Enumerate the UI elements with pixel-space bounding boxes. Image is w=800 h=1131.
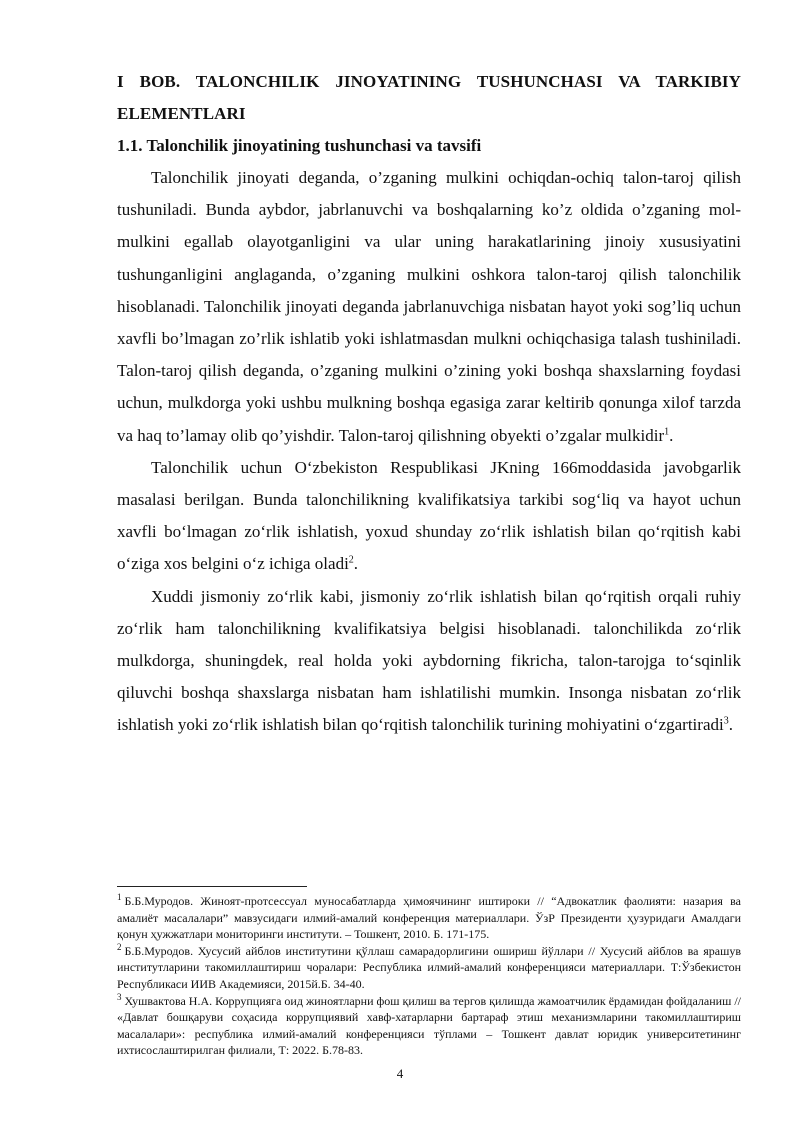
footnote-ref: 1 bbox=[664, 425, 670, 437]
footnote-separator bbox=[117, 886, 307, 887]
document-body bbox=[117, 66, 741, 742]
footnote-mark: 3 bbox=[117, 991, 122, 1002]
paragraph bbox=[117, 452, 741, 581]
chapter-title: I BOB. TALONCHILIK JINOYATINING TUSHUNCHASI VA TARKIBIY ELEMENTLARI bbox=[117, 72, 741, 123]
paragraph bbox=[117, 162, 741, 452]
footnote bbox=[117, 943, 741, 993]
paragraph-tail: . bbox=[728, 715, 733, 735]
paragraph-text: Talonchilik uchun O‘zbekiston Respublikasi JKning 166moddasida javobgarlik masalasi berilgan. Bunda talonchilikning kvalifikatsiya tarkibi sog‘liq va hayot uchun xavfli bo‘lmagan zo‘rlik ishlatish, yoxud shunday zo‘rlik ishlatish bilan qo‘rqitish kabi o‘ziga xos belgini o‘z ichiga oladi bbox=[117, 457, 741, 574]
footnote-ref: 3 bbox=[723, 715, 729, 727]
page-number: 4 bbox=[396, 1066, 404, 1081]
paragraph bbox=[117, 581, 741, 742]
footnotes bbox=[117, 893, 741, 1059]
footnote-mark: 1 bbox=[117, 892, 122, 902]
footnote-ref: 2 bbox=[348, 554, 354, 566]
paragraph-text: Xuddi jismoniy zo‘rlik kabi, jismoniy zo‘rlik ishlatish bilan qo‘rqitish orqali ruhiy zo‘rlik ham talonchilikning kvalifikatsiya belgisi hisoblanadi. talonchilikda zo‘rlik mulkdorga, shuningdek, real holda yoki aybdorning fikricha, talon-tarojga to‘sqinlik qiluvchi boshqa shaxslarga nisbatan ham ishlatilishi mumkin. Insonga nisbatan zo‘rlik ishlatish yoki zo‘rlik ishlatish bilan qo‘rqitish talonchilik turining mohiyatini o‘zgartiradi bbox=[117, 586, 741, 735]
footnote bbox=[117, 993, 741, 1059]
paragraph-tail: . bbox=[669, 425, 674, 445]
paragraph-text: Talonchilik jinoyati deganda, o’zganing mulkini ochiqdan-ochiq talon-taroj qilish tushuniladi. Bunda aybdor, jabrlanuvchi va boshqalarning ko’z oldida o’zganing mol-mulkini egallab olayotganligini va ular uning harakatlarining jinoiy xususiyatini tushunganligini anglaganda, o’zganing mulkini oshkora talon-taroj qilish talonchilik hisoblanadi. Talonchilik jinoyati deganda jabrlanuvchiga nisbatan hayot yoki sog’liq uchun xavfli bo’lmagan zo’rlik ishlatib yoki ishlatmasdan mulkni ochiqchasiga talash tushiniladi. Talon-taroj qilish deganda, o’zganing mulkini o’zining yoki boshqa shaxslarning foydasi uchun, mulkdorga yoki ushbu mulkning boshqa egasiga zarar keltirib qonunga xilof tarzda va haq to’lamay olib qo’yishdir. Talon-taroj qilishning obyekti o’zgalar mulkidir bbox=[117, 168, 741, 445]
footnote bbox=[117, 893, 741, 943]
footnote-text: Хушвактова Н.А. Коррупцияга оид жиноятларни фош қилиш ва тергов қилишда жамоатчилик ёрдамидан фойдаланиш // «Давлат бошқаруви соҳасида коррупциявий хавф-хатарларни бартараф этиш механизмларини такомиллаштириш масалалари»: республика илмий-амалий конференцияси тўплами – Тошкент давлат юридик университетининг ихтисослаштирилган филиали, Т: 2022. Б.78-83. bbox=[117, 993, 741, 1058]
footnote-text: Б.Б.Муродов. Жиноят-протсессуал муносабатларда ҳимоячининг иштироки // “Адвокатлик фаолияти: назария ва амалиёт масалалари” мавзусидаги илмий-амалий конференция материаллари. ЎзР Президенти ҳузуридаги Амалдаги қонун ҳужжатлари мониторинги институти. – Тошкент, 2010. Б. 171-175. bbox=[117, 894, 741, 942]
section-title: 1.1. Talonchilik jinoyatining tushunchasi va tavsifi bbox=[117, 136, 482, 155]
footnote-text: Б.Б.Муродов. Хусусий айблов институтини қўллаш самарадорлигини ошириш йўллари // Хусусий айблов ва ярашув институтларини такомиллаштириш чоралари: Республика илмий-амалий конференцияси материаллари. Т:Ўзбекистон Республикаси ИИВ Академияси, 2015й.Б. 34-40. bbox=[117, 943, 741, 991]
paragraph-tail: . bbox=[353, 554, 359, 574]
footnote-mark: 2 bbox=[117, 941, 122, 952]
